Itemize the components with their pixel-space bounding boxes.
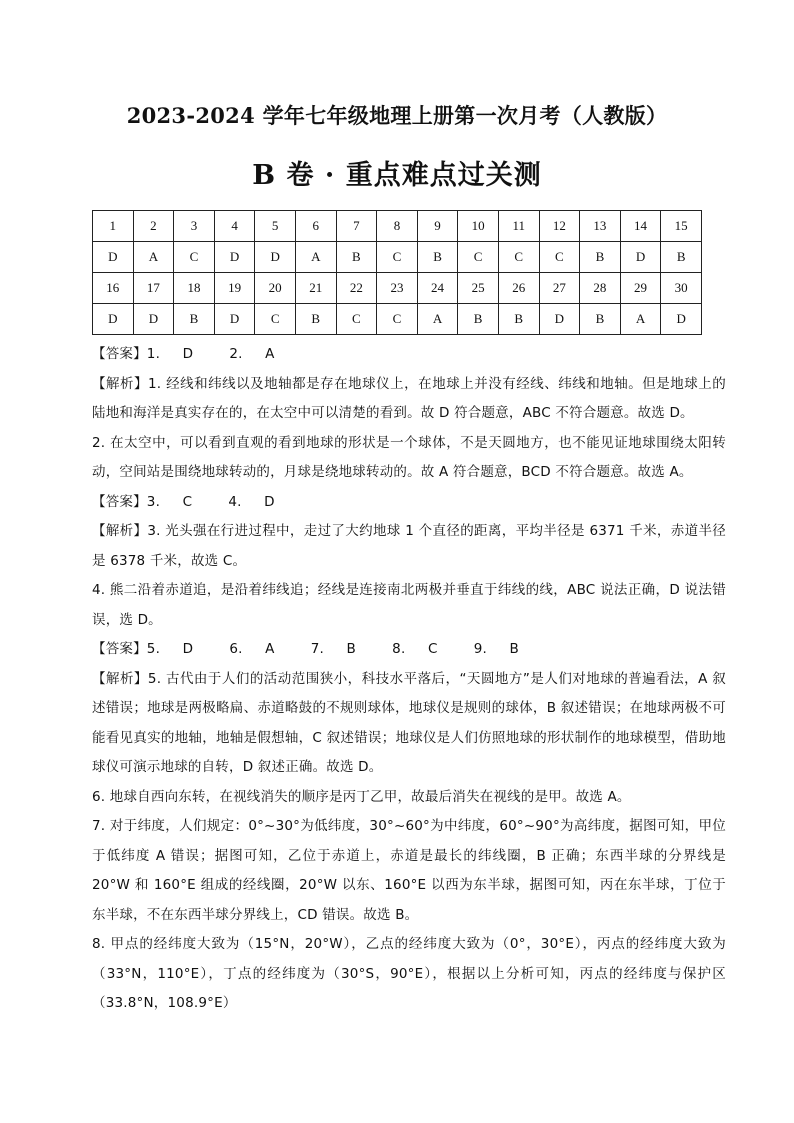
answer-line-3-4: 【答案】3. C 4. D	[92, 493, 275, 510]
page-title: 2023-2024 学年七年级地理上册第一次月考（人教版）	[126, 103, 668, 128]
answer-cell: B	[295, 304, 336, 335]
question-number-cell: 29	[620, 273, 661, 304]
question-number-cell: 7	[336, 211, 377, 242]
answer-cell: A	[417, 304, 458, 335]
answer-cell: B	[661, 242, 702, 273]
answer-cell: C	[377, 242, 418, 273]
answer-cell: B	[580, 242, 621, 273]
answer-cell: C	[458, 242, 499, 273]
question-number-cell: 19	[214, 273, 255, 304]
question-number-cell: 21	[295, 273, 336, 304]
answer-cell: C	[174, 242, 215, 273]
question-number-row	[93, 211, 702, 242]
question-number-cell: 20	[255, 273, 296, 304]
question-number-cell: 12	[539, 211, 580, 242]
analysis-3: 【解析】3. 光头强在行进过程中，走过了大约地球 1 个直径的距离，平均半径是 6371 千米，赤道半径是 6378 千米，故选 C。	[92, 523, 726, 569]
answer-cell: A	[620, 304, 661, 335]
question-number-cell: 25	[458, 273, 499, 304]
answer-row	[93, 304, 702, 335]
question-number-cell: 3	[174, 211, 215, 242]
question-number-cell: 27	[539, 273, 580, 304]
question-number-cell: 2	[133, 211, 174, 242]
question-number-cell: 28	[580, 273, 621, 304]
answer-cell: A	[295, 242, 336, 273]
question-number-cell: 6	[295, 211, 336, 242]
analysis-6: 6. 地球自西向东转，在视线消失的顺序是丙丁乙甲，故最后消失在视线的是甲。故选 A。	[92, 788, 631, 805]
answer-cell: A	[133, 242, 174, 273]
question-number-cell: 1	[93, 211, 134, 242]
answer-cell: D	[661, 304, 702, 335]
answer-cell: D	[620, 242, 661, 273]
answer-cell: C	[539, 242, 580, 273]
analysis-4: 4. 熊二沿着赤道追，是沿着纬线追；经线是连接南北两极并垂直于纬线的线，ABC 说法正确，D 说法错误，选 D。	[92, 582, 726, 628]
answer-cell: B	[580, 304, 621, 335]
answer-line-1-2: 【答案】1. D 2. A	[92, 346, 275, 362]
answer-cell: B	[174, 304, 215, 335]
answer-cell: B	[336, 242, 377, 273]
answer-cell: D	[255, 242, 296, 273]
analysis-8: 8. 甲点的经纬度大致为（15°N，20°W），乙点的经纬度大致为（0°，30°E），丙点的经纬度大致为（33°N，110°E），丁点的经纬度为（30°S，90°E），根据以上分析可知，丙点的经纬度与保护区（33.8°N，108.9°E）	[92, 936, 726, 1011]
answer-cell: C	[255, 304, 296, 335]
analysis-2: 2. 在太空中，可以看到直观的看到地球的形状是一个球体，不是天圆地方，也不能见证地球围绕太阳转动，空间站是围绕地球转动的，月球是绕地球转动的。故 A 符合题意，BCD 不符合题意。故选 A。	[92, 434, 726, 480]
question-number-cell: 23	[377, 273, 418, 304]
question-number-cell: 11	[498, 211, 539, 242]
question-number-cell: 10	[458, 211, 499, 242]
question-number-cell: 8	[377, 211, 418, 242]
question-number-cell: 9	[417, 211, 458, 242]
question-number-cell: 18	[174, 273, 215, 304]
answer-cell: D	[93, 304, 134, 335]
question-number-cell: 5	[255, 211, 296, 242]
answer-cell: B	[498, 304, 539, 335]
answer-cell: D	[539, 304, 580, 335]
question-number-cell: 15	[661, 211, 702, 242]
question-number-cell: 22	[336, 273, 377, 304]
question-number-cell: 4	[214, 211, 255, 242]
answer-cell: C	[336, 304, 377, 335]
question-number-cell: 24	[417, 273, 458, 304]
answer-cell: D	[214, 242, 255, 273]
page-subtitle: B 卷 · 重点难点过关测	[252, 160, 542, 191]
question-number-row	[93, 273, 702, 304]
analysis-7: 7. 对于纬度，人们规定：0°~30°为低纬度，30°~60°为中纬度，60°~90°为高纬度，据图可知，甲位于低纬度 A 错误；据图可知，乙位于赤道上，赤道是最长的纬线圈，B 正确；东西半球的分界线是 20°W 和 160°E 组成的经线圈，20°W 以东、160°E 以西为东半球，据图可知，丙在东半球，丁位于东半球，不在东西半球分界线上，CD 错误。故选 B。	[92, 818, 726, 923]
answer-cell: B	[417, 242, 458, 273]
answer-cell: D	[133, 304, 174, 335]
question-number-cell: 17	[133, 273, 174, 304]
answer-row	[93, 242, 702, 273]
answer-table	[92, 210, 702, 335]
answer-cell: C	[498, 242, 539, 273]
question-number-cell: 14	[620, 211, 661, 242]
question-number-cell: 16	[93, 273, 134, 304]
question-number-cell: 13	[580, 211, 621, 242]
answer-cell: D	[214, 304, 255, 335]
answer-cell: B	[458, 304, 499, 335]
question-number-cell: 30	[661, 273, 702, 304]
answer-cell: D	[93, 242, 134, 273]
answer-cell: C	[377, 304, 418, 335]
analysis-1: 【解析】1. 经线和纬线以及地轴都是存在地球仪上，在地球上并没有经线、纬线和地轴。但是地球上的陆地和海洋是真实存在的，在太空中可以清楚的看到。故 D 符合题意，ABC 不符合题意。故选 D。	[92, 375, 726, 421]
explanation-body	[92, 340, 726, 1019]
answer-line-5-9: 【答案】5. D 6. A 7. B 8. C 9. B	[92, 641, 520, 657]
analysis-5: 【解析】5. 古代由于人们的活动范围狭小，科技水平落后，“天圆地方”是人们对地球的普遍看法，A 叙述错误；地球是两极略扁、赤道略鼓的不规则球体，地球仪是规则的球体，B 叙述错误；在地球两极不可能看见真实的地轴，地轴是假想轴，C 叙述错误；地球仪是人们仿照地球的形状制作的地球模型，借助地球仪可演示地球的自转，D 叙述正确。故选 D。	[92, 670, 726, 775]
question-number-cell: 26	[498, 273, 539, 304]
